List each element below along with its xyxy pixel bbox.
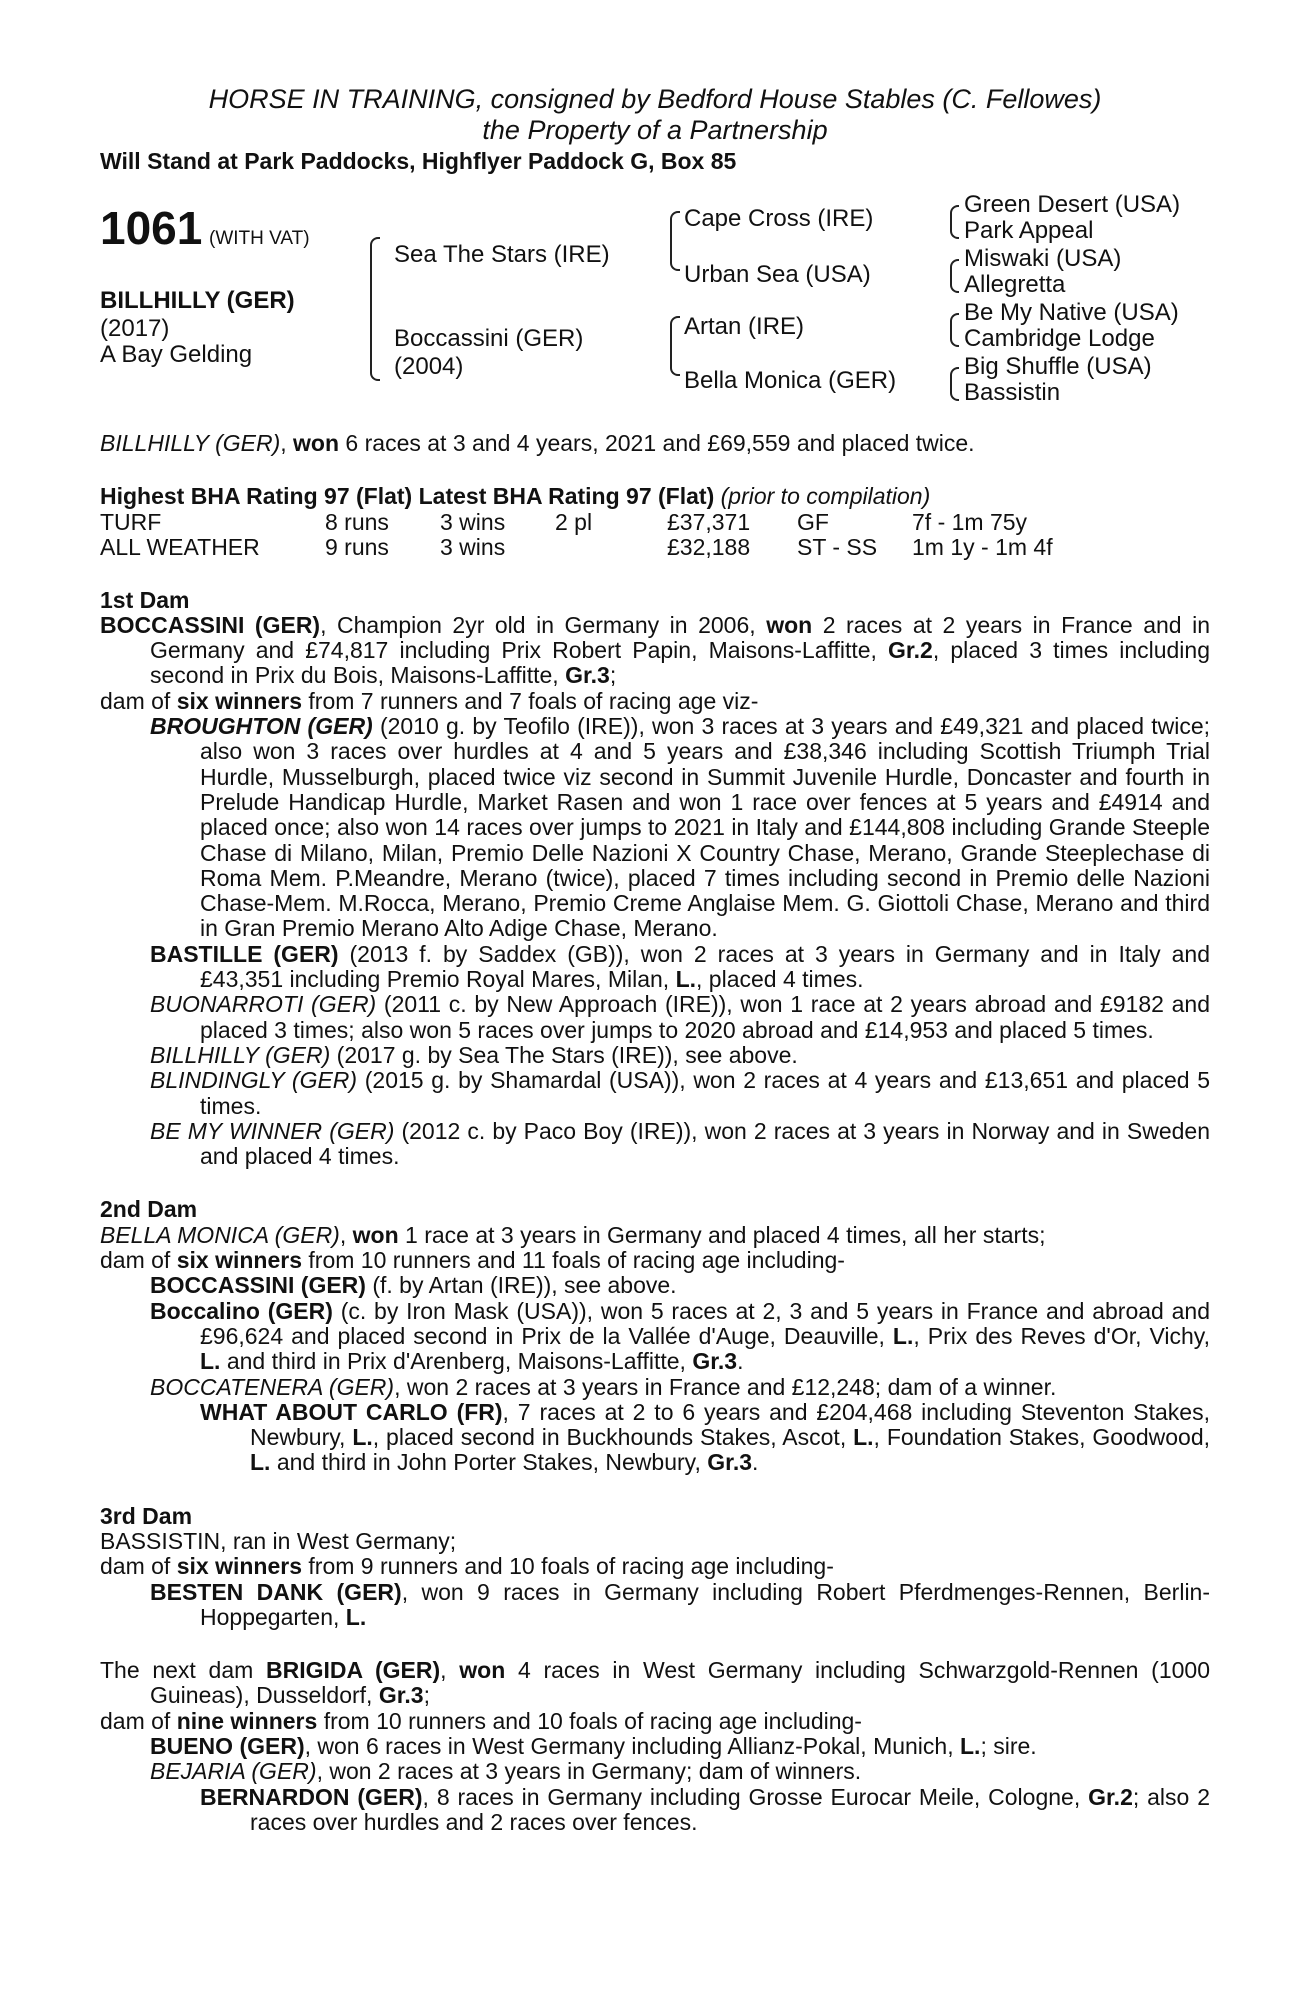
section-title: 2nd Dam (100, 1196, 198, 1223)
dam-year: (2004) (394, 353, 464, 380)
stat-distance: 7f - 1m 75y (912, 508, 1028, 535)
dam-of-line: dam of six winners from 7 runners and 7 foals of racing age viz- (100, 687, 759, 714)
stats-row-turf (100, 510, 1210, 535)
ped-dss: Be My Native (USA) (964, 299, 1179, 326)
pedigree-brace (370, 237, 380, 381)
dam-dam: Bella Monica (GER) (684, 367, 897, 394)
stat-wins: 3 wins (440, 533, 506, 560)
sire: Sea The Stars (IRE) (394, 241, 610, 268)
rating-bold: Highest BHA Rating 97 (Flat) Latest BHA Rating 97 (Flat) (100, 483, 715, 510)
produce-entry: BASTILLE (GER) (2013 f. by Saddex (GB)), won 2 races at 3 years in Germany and in Italy and £43,351 including Premio Royal Mares, Milan, L., placed 4 times. (150, 940, 1210, 993)
pedigree-brace (670, 211, 680, 271)
ped-dsd: Cambridge Lodge (964, 325, 1155, 352)
section-title: 3rd Dam (100, 1502, 193, 1529)
race-summary: BILLHILLY (GER), won 6 races at 3 and 4 years, 2021 and £69,559 and placed twice. (100, 430, 975, 456)
pedigree-brace (670, 316, 680, 376)
dam-of-line: dam of six winners from 9 runners and 10 foals of racing age including- (100, 1553, 834, 1580)
produce-entry: BOCCASSINI (GER) (f. by Artan (IRE)), see above. (150, 1272, 677, 1299)
produce-entry: BOCCATENERA (GER), won 2 races at 3 years in France and £12,248; dam of a winner. (150, 1373, 1057, 1400)
first-dam-section (100, 588, 1210, 1170)
rating-block (100, 484, 1210, 559)
ped-dds: Big Shuffle (USA) (964, 353, 1152, 380)
produce-entry: BE MY WINNER (GER) (2012 c. by Paco Boy (IRE)), won 2 races at 3 years in Norway and in Sweden and placed 4 times. (150, 1117, 1210, 1170)
lot-number: 1061 (100, 202, 203, 254)
produce-entry: BERNARDON (GER), 8 races in Germany including Grosse Eurocar Meile, Cologne, Gr.2; also 2 races over hurdles and 2 races over fences. (200, 1783, 1211, 1835)
stat-surface: ALL WEATHER (100, 533, 260, 560)
stand-line: Will Stand at Park Paddocks, Highflyer Paddock G, Box 85 (100, 148, 737, 174)
dam-record: The next dam BRIGIDA (GER), won 4 races in West Germany including Schwarzgold-Rennen (1000 Guineas), Dusseldorf, Gr.3; (100, 1657, 1210, 1709)
consignor-line: HORSE IN TRAINING, consigned by Bedford House Stables (C. Fellowes) (208, 84, 1102, 114)
dam: Boccassini (GER) (394, 325, 584, 352)
pedigree-brace (950, 313, 959, 347)
stat-going: GF (797, 508, 829, 535)
vat-note: (WITH VAT) (209, 228, 310, 249)
catalogue-page (100, 84, 1210, 1835)
dam-record: BASSISTIN, ran in West Germany; (100, 1527, 457, 1554)
summary-text: 6 races at 3 and 4 years, 2021 and £69,559 and placed twice. (339, 430, 975, 456)
rating-line (100, 484, 1210, 509)
dam-sire: Artan (IRE) (684, 313, 805, 340)
dam-of-line: dam of nine winners from 10 runners and 10 foals of racing age including- (100, 1707, 862, 1734)
second-dam-section (100, 1197, 1210, 1475)
produce-entry: BESTEN DANK (GER), won 9 races in Germany including Robert Pferdmenges-Rennen, Berlin-Hoppegarten, L. (150, 1578, 1211, 1630)
pedigree-block (100, 191, 1210, 431)
stats-row-aw (100, 535, 1210, 560)
lot-number-row (100, 201, 310, 255)
pedigree-brace (950, 367, 959, 401)
third-dam-section (100, 1504, 1210, 1630)
stat-placed (555, 535, 667, 560)
section-title: 1st Dam (100, 586, 190, 613)
produce-entry: BILLHILLY (GER) (2017 g. by Sea The Stars (IRE)), see above. (150, 1041, 798, 1068)
stat-wins: 3 wins (440, 508, 506, 535)
stat-money: £37,371 (667, 508, 751, 535)
stat-money: £32,188 (667, 533, 751, 560)
stat-going: ST - SS (797, 533, 878, 560)
horse-name: BILLHILLY (GER) (100, 287, 295, 314)
sire-sire: Cape Cross (IRE) (684, 205, 874, 232)
horse-year: (2017) (100, 315, 170, 342)
stat-surface: TURF (100, 508, 162, 535)
header (100, 84, 1210, 175)
won-label: won (293, 430, 340, 456)
pedigree-brace (950, 205, 959, 239)
produce-entry: BROUGHTON (GER) (2010 g. by Teofilo (IRE)), won 3 races at 3 years and £49,321 and placed twice; also won 3 races over hurdles at 4 and 5 years and £38,346 including Scottish Triumph Trial Hurdle, Musselburgh, placed twice viz second in Summit Juvenile Hurdle, Doncaster and fourth in Prelude Handicap Hurdle, Market Rasen and won 1 race over fences at 5 years and £4914 and placed once; also won 14 races over jumps to 2021 in Italy and £144,808 including Grande Steeple Chase di Milano, Milan, Premio Delle Nazioni X Country Chase, Merano, Grande Steeplechase di Roma Mem. P.Meandre, Merano (twice), placed 7 times including second in Premio delle Nazioni Chase-Mem. M.Rocca, Merano, Premio Creme Anglaise Mem. G. Giottoli Chase, Merano and third in Gran Premio Merano Alto Adige Chase, Merano. (150, 713, 1211, 942)
sire-dam: Urban Sea (USA) (684, 261, 871, 288)
horse-description: A Bay Gelding (100, 341, 253, 368)
produce-entry: WHAT ABOUT CARLO (FR), 7 races at 2 to 6 years and £204,468 including Steventon Stakes, Newbury, L., placed second in Buckhounds Stakes, Ascot, L., Foundation Stakes, Goodwood, L. and third in John Porter Stakes, Newbury, Gr.3. (200, 1398, 1211, 1476)
dam-of-line: dam of six winners from 10 runners and 11 foals of racing age including- (100, 1247, 845, 1274)
stat-runs: 9 runs (325, 533, 389, 560)
produce-entry: BUONARROTI (GER) (2011 c. by New Approach (IRE)), won 1 race at 2 years abroad and £9182 and placed 3 times; also won 5 races over jumps to 2020 abroad and £14,953 and placed 5 times. (150, 991, 1211, 1043)
produce-entry: BEJARIA (GER), won 2 races at 3 years in Germany; dam of winners. (150, 1758, 862, 1785)
ped-sds: Miswaki (USA) (964, 245, 1122, 272)
dam-record: BOCCASSINI (GER), Champion 2yr old in Germany in 2006, won 2 races at 2 years in France and in Germany and £74,817 including Prix Robert Papin, Maisons-Laffitte, Gr.2, placed 3 times including second in Prix du Bois, Maisons-Laffitte, Gr.3; (100, 611, 1211, 689)
summary-horse-name: BILLHILLY (GER) (100, 430, 281, 456)
property-line: the Property of a Partnership (482, 115, 828, 145)
rating-note: (prior to compilation) (720, 483, 931, 510)
stat-distance: 1m 1y - 1m 4f (912, 533, 1053, 560)
produce-entry: BUENO (GER), won 6 races in West Germany including Allianz-Pokal, Munich, L.; sire. (150, 1733, 1037, 1760)
stat-placed: 2 pl (555, 508, 593, 535)
produce-entry: Boccalino (GER) (c. by Iron Mask (USA)), won 5 races at 2, 3 and 5 years in France and abroad and £96,624 and placed second in Prix de la Vallée d'Auge, Deauville, L., Prix des Reves d'Or, Vichy, L. and third in Prix d'Arenberg, Maisons-Laffitte, Gr.3. (150, 1297, 1210, 1375)
pedigree-brace (950, 259, 959, 293)
ped-sdd: Allegretta (964, 271, 1066, 298)
next-dam-section (100, 1658, 1210, 1835)
produce-entry: BLINDINGLY (GER) (2015 g. by Shamardal (USA)), won 2 races at 4 years and £13,651 and placed 5 times. (150, 1067, 1210, 1119)
stat-runs: 8 runs (325, 508, 389, 535)
dam-record: BELLA MONICA (GER), won 1 race at 3 years in Germany and placed 4 times, all her starts; (100, 1221, 1046, 1248)
ped-ddd: Bassistin (964, 379, 1061, 406)
ped-ssd: Park Appeal (964, 217, 1094, 244)
ped-sss: Green Desert (USA) (964, 191, 1181, 218)
